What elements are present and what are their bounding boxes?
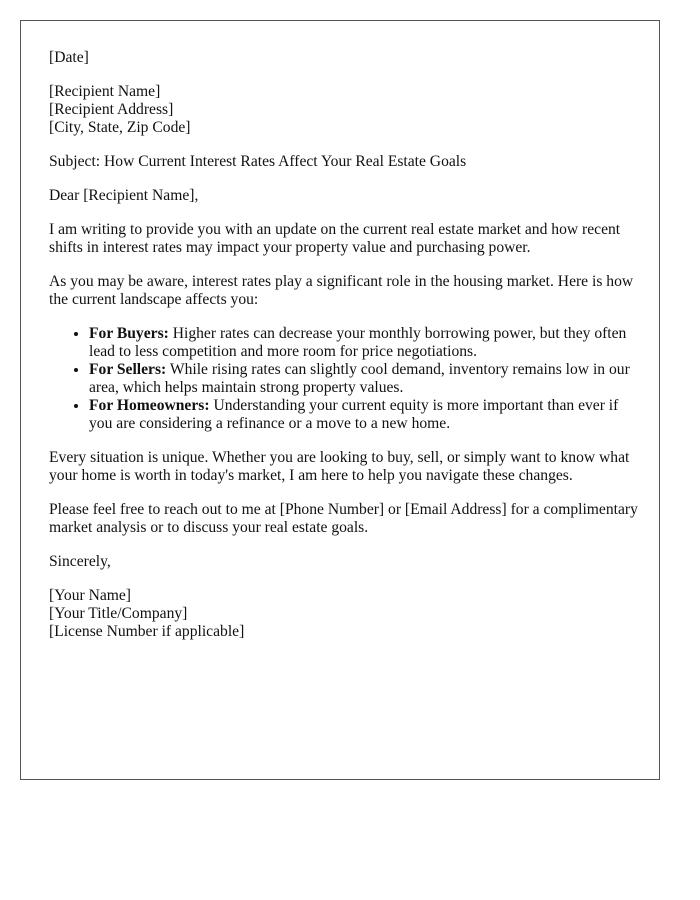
recipient-address: [Recipient Address] (49, 101, 174, 118)
list-item-sellers (89, 361, 639, 397)
list-item-buyers (89, 325, 639, 361)
situation-paragraph: Every situation is unique. Whether you are looking to buy, sell, or simply want to know what your home is worth in today's market, I am here to help you navigate these changes. (49, 449, 630, 484)
homeowners-label: For Homeowners: (89, 397, 210, 414)
impact-list (49, 325, 639, 433)
letter-closing: Sincerely, (49, 553, 111, 570)
signature-license: [License Number if applicable] (49, 623, 245, 640)
buyers-text: Higher rates can decrease your monthly borrowing power, but they often lead to less competition and more room for price negotiations. (89, 325, 627, 360)
letter-page (20, 20, 660, 780)
sellers-text: While rising rates can slightly cool demand, inventory remains low in our area, which helps maintain strong property values. (89, 361, 630, 396)
list-item-homeowners (89, 397, 639, 433)
letter-date: [Date] (49, 49, 89, 66)
intro-paragraph: I am writing to provide you with an update on the current real estate market and how recent shifts in interest rates may impact your property value and purchasing power. (49, 221, 621, 256)
buyers-label: For Buyers: (89, 325, 169, 342)
context-paragraph: As you may be aware, interest rates play a significant role in the housing market. Here is how the current landscape affects you: (49, 273, 634, 308)
recipient-block (49, 83, 639, 137)
signature-block (49, 587, 639, 641)
signature-title-company: [Your Title/Company] (49, 605, 188, 622)
letter-content (49, 49, 639, 657)
homeowners-text: Understanding your current equity is more important than ever if you are considering a refinance or a move to a new home. (89, 397, 619, 432)
letter-subject: Subject: How Current Interest Rates Affect Your Real Estate Goals (49, 153, 467, 170)
recipient-name: [Recipient Name] (49, 83, 161, 100)
sellers-label: For Sellers: (89, 361, 167, 378)
contact-paragraph: Please feel free to reach out to me at [Phone Number] or [Email Address] for a complimentary market analysis or to discuss your real estate goals. (49, 501, 638, 536)
letter-salutation: Dear [Recipient Name], (49, 187, 199, 204)
signature-name: [Your Name] (49, 587, 132, 604)
recipient-city-state-zip: [City, State, Zip Code] (49, 119, 191, 136)
